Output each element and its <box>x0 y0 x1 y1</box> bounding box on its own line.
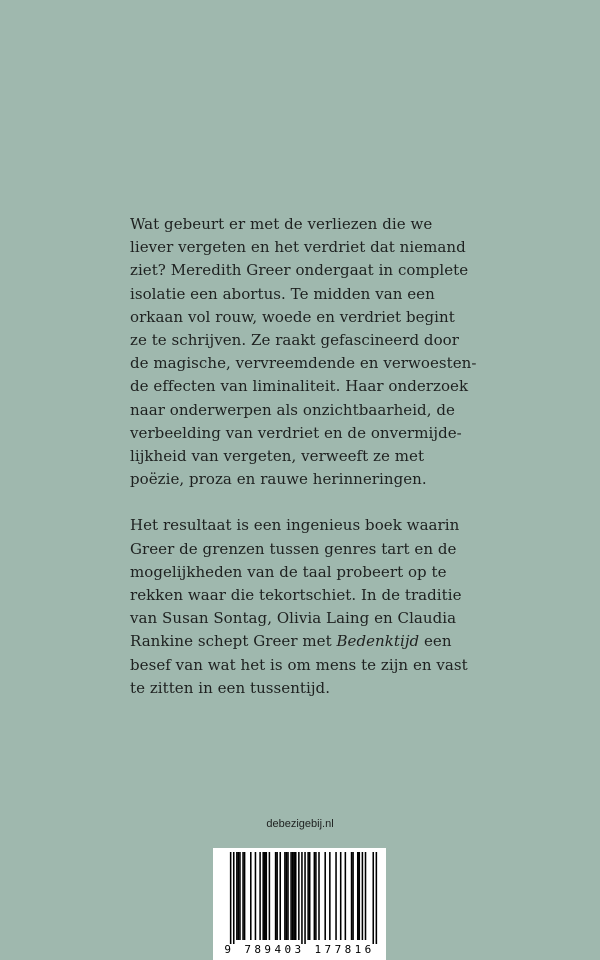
barcode-bar <box>301 852 303 944</box>
barcode-bar <box>329 852 331 940</box>
barcode-bar <box>262 852 264 940</box>
barcode-bar <box>287 852 289 940</box>
barcode-bar <box>340 852 342 940</box>
barcode-bar <box>318 852 320 940</box>
barcode-bar <box>255 852 257 940</box>
isbn-barcode <box>213 848 386 960</box>
blurb-line: Greer de grenzen tussen genres tart en de <box>130 539 457 558</box>
blurb-line-prefix: Rankine schept Greer met <box>130 632 337 651</box>
blurb-line: te zitten in een tussentijd. <box>130 678 331 697</box>
blurb-line: verbeelding van verdriet en de onvermijde- <box>130 423 462 442</box>
barcode-bar <box>264 852 266 940</box>
barcode-bar <box>284 852 286 940</box>
barcode-bar <box>372 852 374 944</box>
barcode-bar <box>238 852 240 940</box>
barcode-bar <box>236 852 238 940</box>
blurb-line: isolatie een abortus. Te midden van een <box>130 284 435 303</box>
barcode-bar <box>279 852 281 940</box>
barcode-bar <box>266 852 268 940</box>
blurb-line: Wat gebeurt er met de verliezen die we <box>130 215 433 233</box>
barcode-bar <box>298 852 300 940</box>
barcode-bar <box>292 852 294 940</box>
blurb-line: de magische, vervreemdende en verwoesten- <box>130 354 477 373</box>
barcode-bar <box>352 852 354 940</box>
book-title: Bedenktijd <box>336 632 420 651</box>
barcode-bar <box>239 852 241 940</box>
barcode-bar <box>244 852 246 940</box>
barcode-bar <box>376 852 378 944</box>
barcode-bar <box>233 852 235 944</box>
blurb-line: de effecten van liminaliteit. Haar onderzoek <box>130 377 469 396</box>
blurb-line-suffix: een <box>419 632 452 651</box>
barcode-bar <box>269 852 271 940</box>
barcode-bar <box>309 852 311 940</box>
barcode-bar <box>362 852 364 940</box>
blurb-line: rekken waar die tekortschiet. In de traditie <box>130 586 462 605</box>
blurb-line: poëzie, proza en rauwe herinneringen. <box>130 470 427 489</box>
barcode-bar <box>290 852 292 940</box>
barcode-bar <box>345 852 347 940</box>
barcode-bar <box>293 852 295 940</box>
blurb-text <box>130 213 500 700</box>
barcode-bar <box>286 852 288 940</box>
barcode-bar <box>351 852 353 940</box>
barcode-bar <box>230 852 232 944</box>
isbn-digits: 9 789403 177816 <box>224 943 375 956</box>
blurb-line: ziet? Meredith Greer ondergaat in complete <box>130 261 469 280</box>
blurb-line: naar onderwerpen als onzichtbaarheid, de <box>130 400 455 419</box>
barcode-bar <box>335 852 337 940</box>
barcode-bar <box>304 852 306 944</box>
barcode-bar <box>324 852 326 940</box>
blurb-line: ze te schrijven. Ze raakt gefascineerd door <box>130 331 459 350</box>
barcode-bar <box>242 852 244 940</box>
blurb-line: van Susan Sontag, Olivia Laing en Claudia <box>130 609 457 628</box>
blurb-line: lijkheid van vergeten, verweeft ze met <box>130 447 425 466</box>
blurb-line: mogelijkheden van de taal probeert op te <box>130 562 447 581</box>
barcode-bar <box>250 852 252 940</box>
barcode-bar <box>365 852 367 940</box>
blurb-line-with-title <box>130 630 500 653</box>
blurb-line: liever vergeten en het verdriet dat niemand <box>130 238 466 257</box>
barcode-bar <box>276 852 278 940</box>
barcode-bar <box>307 852 309 940</box>
barcode-bar <box>315 852 317 940</box>
publisher-website: debezigebij.nl <box>266 818 334 830</box>
blurb-line: besef van wat het is om mens te zijn en vast <box>130 655 468 674</box>
barcode-bar <box>259 852 261 940</box>
barcode-bar <box>295 852 297 940</box>
barcode-bar <box>314 852 316 940</box>
paragraph-gap <box>130 491 500 514</box>
blurb-line: orkaan vol rouw, woede en verdriet begint <box>130 307 455 326</box>
blurb-line: Het resultaat is een ingenieus boek waarin <box>130 516 460 535</box>
barcode-bar <box>357 852 359 940</box>
barcode-bar <box>275 852 277 940</box>
barcode-bar <box>359 852 361 940</box>
